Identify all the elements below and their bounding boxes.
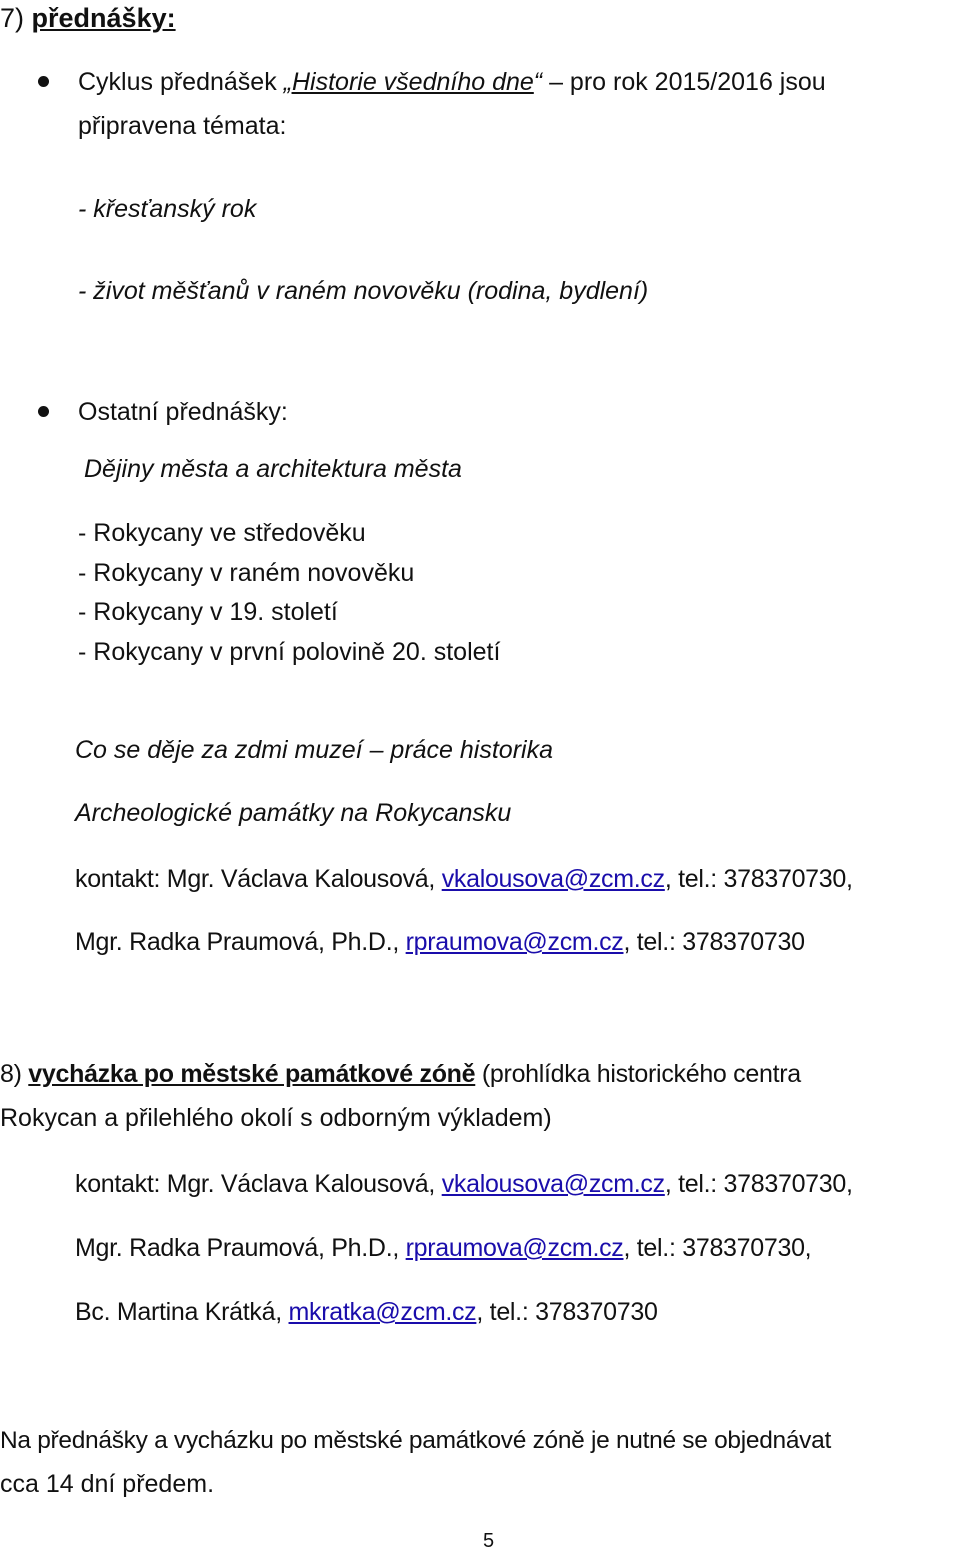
contact-text: Bc. Martina Krátká, — [75, 1298, 289, 1326]
lecture-title: Co se děje za zdmi muzeí – práce historika — [75, 736, 553, 764]
other-lectures-label: Ostatní přednášky: — [78, 398, 288, 426]
page-number: 5 — [483, 1530, 495, 1552]
cycle-intro — [78, 66, 826, 98]
contact-text: Mgr. Radka Praumová, Ph.D., — [75, 1234, 406, 1262]
section-8-desc-line-2: Rokycan a přilehlého okolí s odborným výkladem) — [0, 1104, 552, 1132]
email-link[interactable]: rpraumova@zcm.cz — [405, 1234, 624, 1262]
lecture-title: Archeologické památky na Rokycansku — [75, 799, 512, 827]
section-7-number: 7) — [0, 3, 25, 33]
series-item: - Rokycany ve středověku — [78, 519, 366, 547]
contact-line — [75, 926, 805, 958]
series-item: - Rokycany v raném novověku — [78, 559, 415, 587]
contact-line — [75, 1168, 853, 1200]
cycle-line-2: připravena témata: — [78, 112, 287, 140]
contact-line — [75, 863, 853, 895]
cycle-title: Historie všedního dne — [291, 68, 534, 96]
contact-line — [75, 1296, 658, 1328]
note-line-2: cca 14 dní předem. — [0, 1470, 215, 1498]
series-item: - Rokycany v 19. století — [78, 598, 338, 626]
contact-line — [75, 1232, 811, 1264]
contact-text: kontakt: Mgr. Václava Kalousová, — [75, 1170, 442, 1198]
email-link[interactable]: mkratka@zcm.cz — [288, 1298, 477, 1326]
bullet-icon — [38, 76, 49, 87]
contact-phone: , tel.: 378370730, — [664, 1170, 853, 1198]
contact-phone: , tel.: 378370730, — [623, 1234, 812, 1262]
cycle-prefix: Cyklus přednášek — [78, 68, 284, 96]
cycle-quote-open: „ — [283, 68, 292, 96]
email-link[interactable]: vkalousova@zcm.cz — [441, 865, 665, 893]
note-line-1: Na přednášky a vycházku po městské památkové zóně je nutné se objednávat — [0, 1427, 831, 1454]
cycle-suffix: – pro rok 2015/2016 jsou — [542, 68, 826, 96]
topic-item: - život měšťanů v raném novověku (rodina, bydlení) — [78, 277, 649, 305]
section-8-number: 8) — [0, 1060, 22, 1088]
email-link[interactable]: vkalousova@zcm.cz — [441, 1170, 665, 1198]
contact-phone: , tel.: 378370730 — [476, 1298, 658, 1326]
contact-text: kontakt: Mgr. Václava Kalousová, — [75, 865, 442, 893]
contact-text: Mgr. Radka Praumová, Ph.D., — [75, 928, 406, 956]
topic-item: - křesťanský rok — [78, 195, 257, 223]
cycle-quote-close: “ — [533, 68, 543, 96]
email-link[interactable]: rpraumova@zcm.cz — [405, 928, 624, 956]
contact-phone: , tel.: 378370730, — [664, 865, 853, 893]
section-7-title: přednášky: — [31, 3, 176, 33]
section-8-desc: (prohlídka historického centra — [475, 1060, 801, 1088]
series-item: - Rokycany v první polovině 20. století — [78, 638, 501, 666]
contact-phone: , tel.: 378370730 — [623, 928, 805, 956]
bullet-icon — [38, 406, 49, 417]
section-7-heading — [0, 2, 176, 34]
series-title: Dějiny města a architektura města — [84, 455, 462, 483]
section-8-heading — [0, 1058, 801, 1090]
section-8-title: vycházka po městské památkové zóně — [28, 1060, 476, 1088]
